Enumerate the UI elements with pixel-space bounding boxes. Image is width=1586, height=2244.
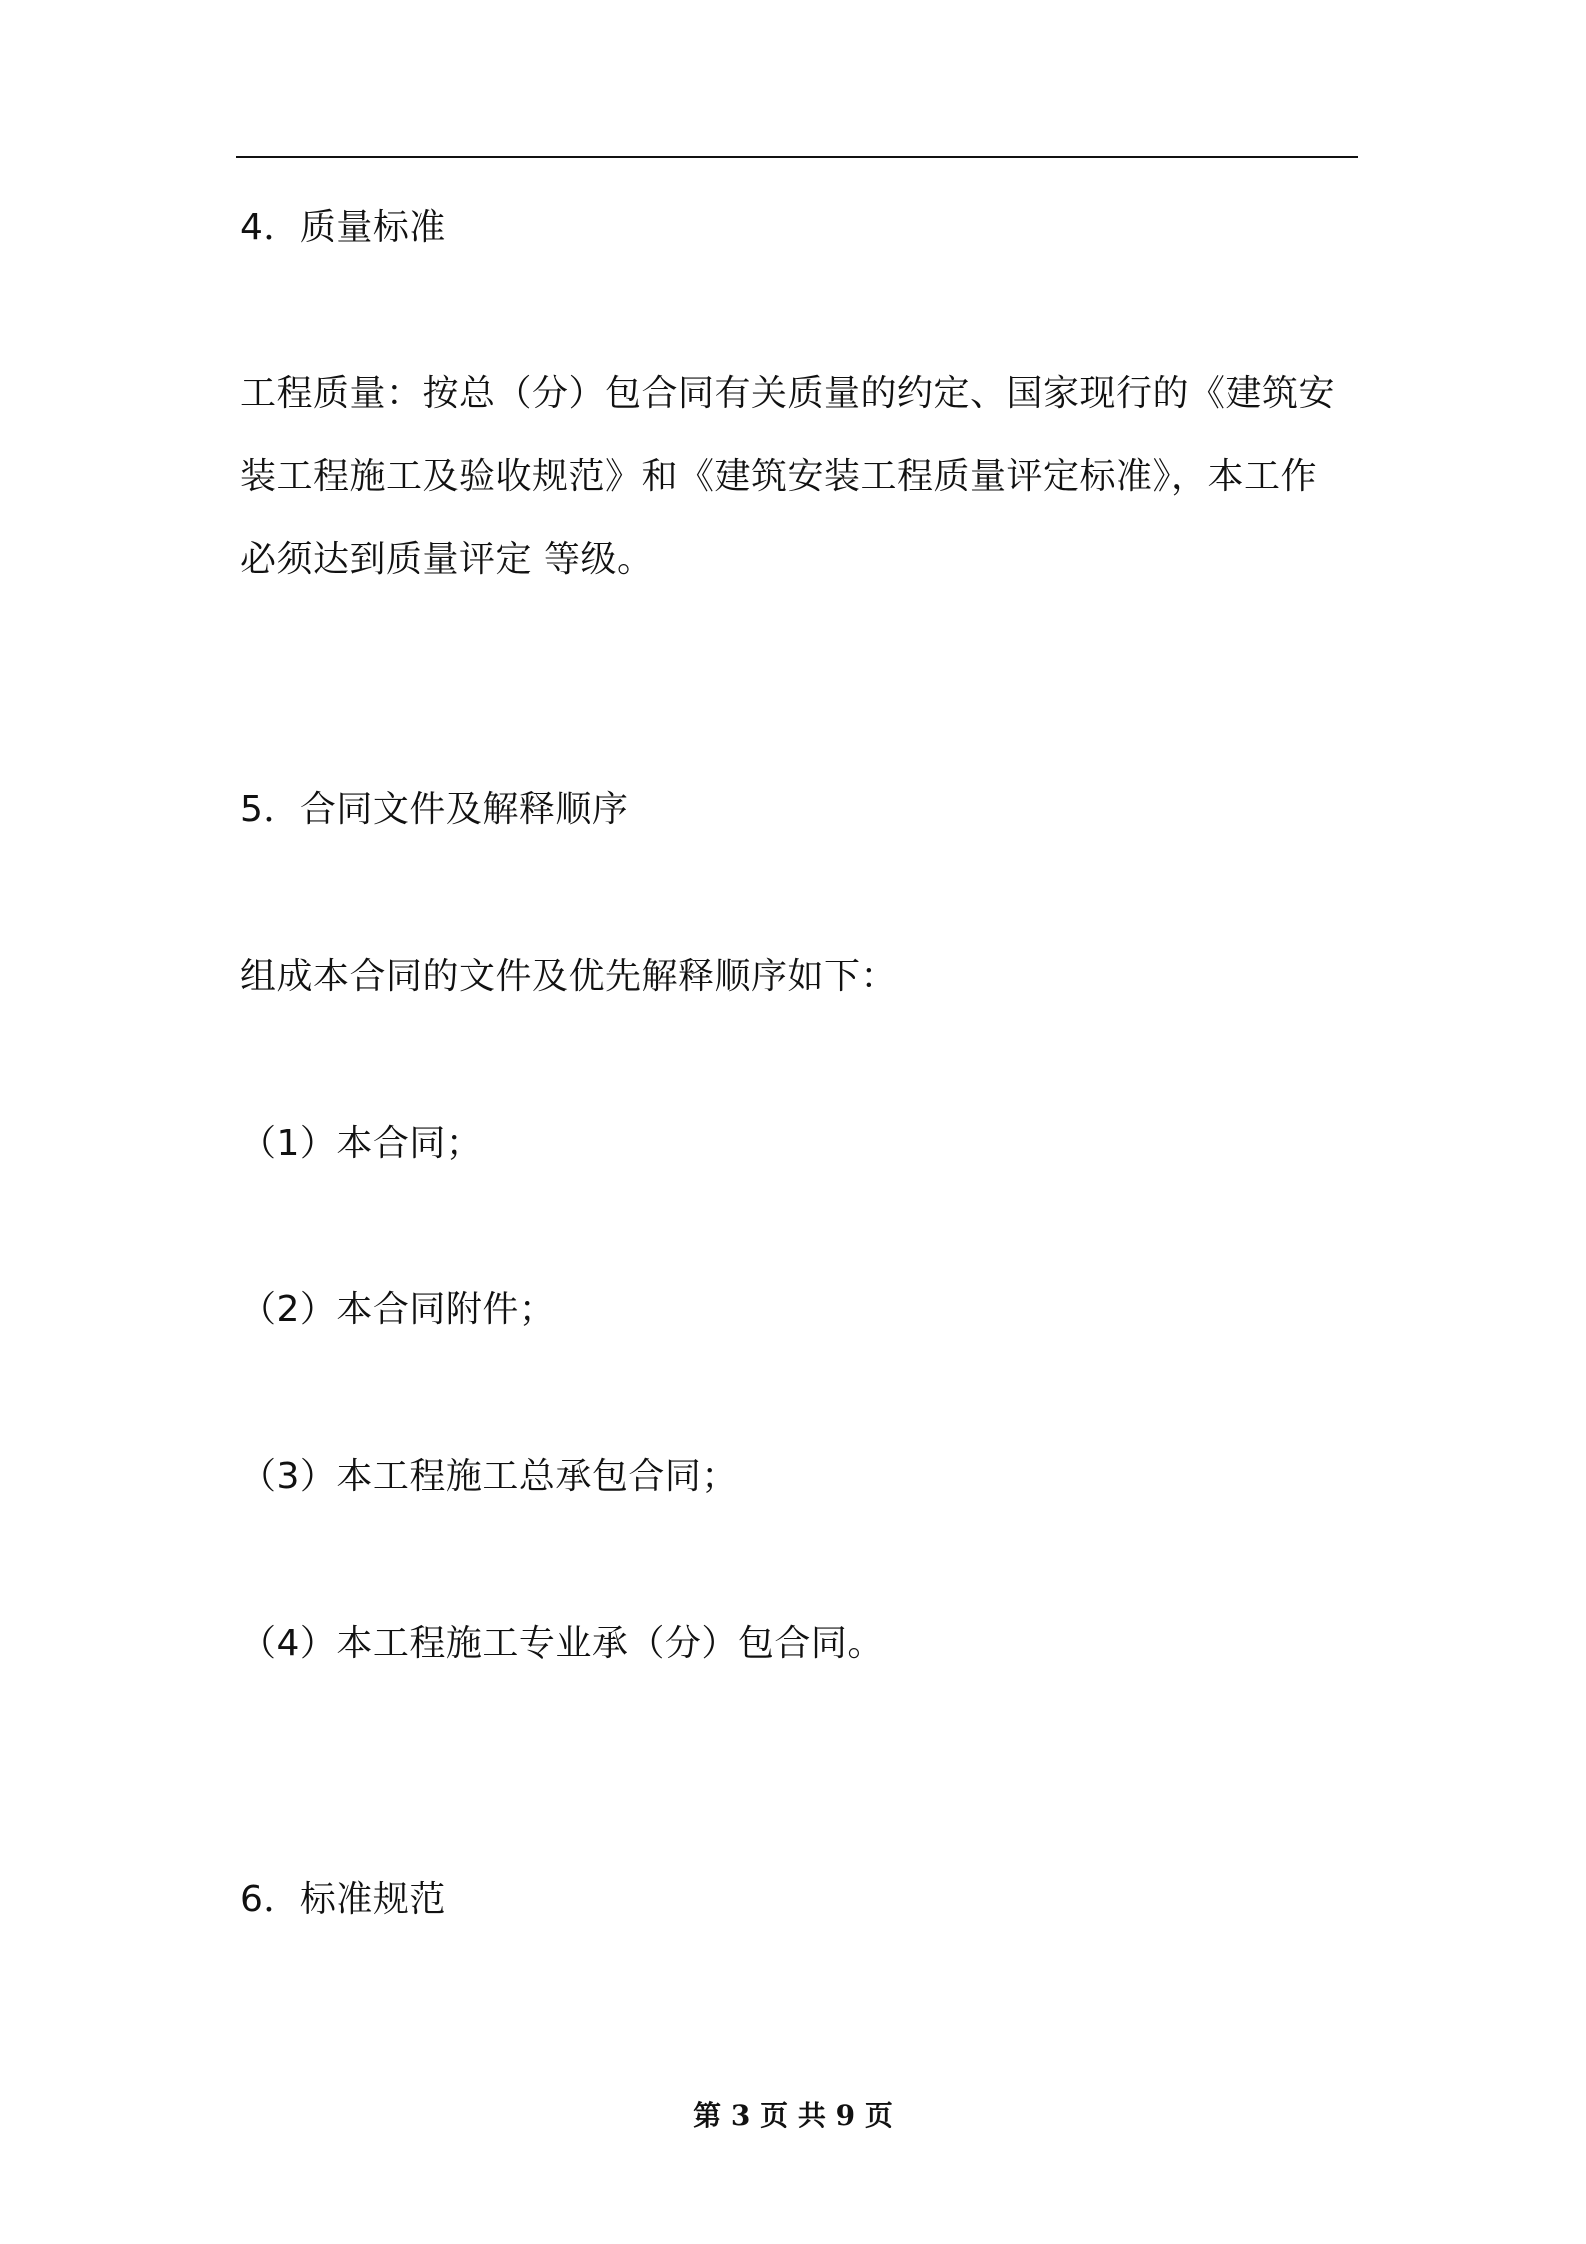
- quality-paragraph-line-2: 装工程施工及验收规范》和《建筑安装工程质量评定标准》，本工作: [240, 456, 1318, 497]
- section-5-heading: 5．合同文件及解释顺序: [240, 789, 629, 830]
- list-item: （2）本合同附件；: [240, 1289, 556, 1330]
- quality-paragraph-line-3: 必须达到质量评定 等级。: [240, 539, 654, 580]
- list-item: （1）本合同；: [240, 1123, 483, 1164]
- list-item: （3）本工程施工总承包合同；: [240, 1456, 738, 1497]
- section-6-heading: 6．标准规范: [240, 1879, 446, 1920]
- header-divider: [236, 156, 1358, 158]
- contract-docs-intro: 组成本合同的文件及优先解释顺序如下：: [240, 956, 898, 997]
- quality-paragraph-line-1: 工程质量：按总（分）包合同有关质量的约定、国家现行的《建筑安: [240, 373, 1336, 414]
- page-number-footer: 第 3 页 共 9 页: [693, 2099, 893, 2132]
- list-item: （4）本工程施工专业承（分）包合同。: [240, 1623, 884, 1664]
- section-4-heading: 4．质量标准: [240, 207, 446, 248]
